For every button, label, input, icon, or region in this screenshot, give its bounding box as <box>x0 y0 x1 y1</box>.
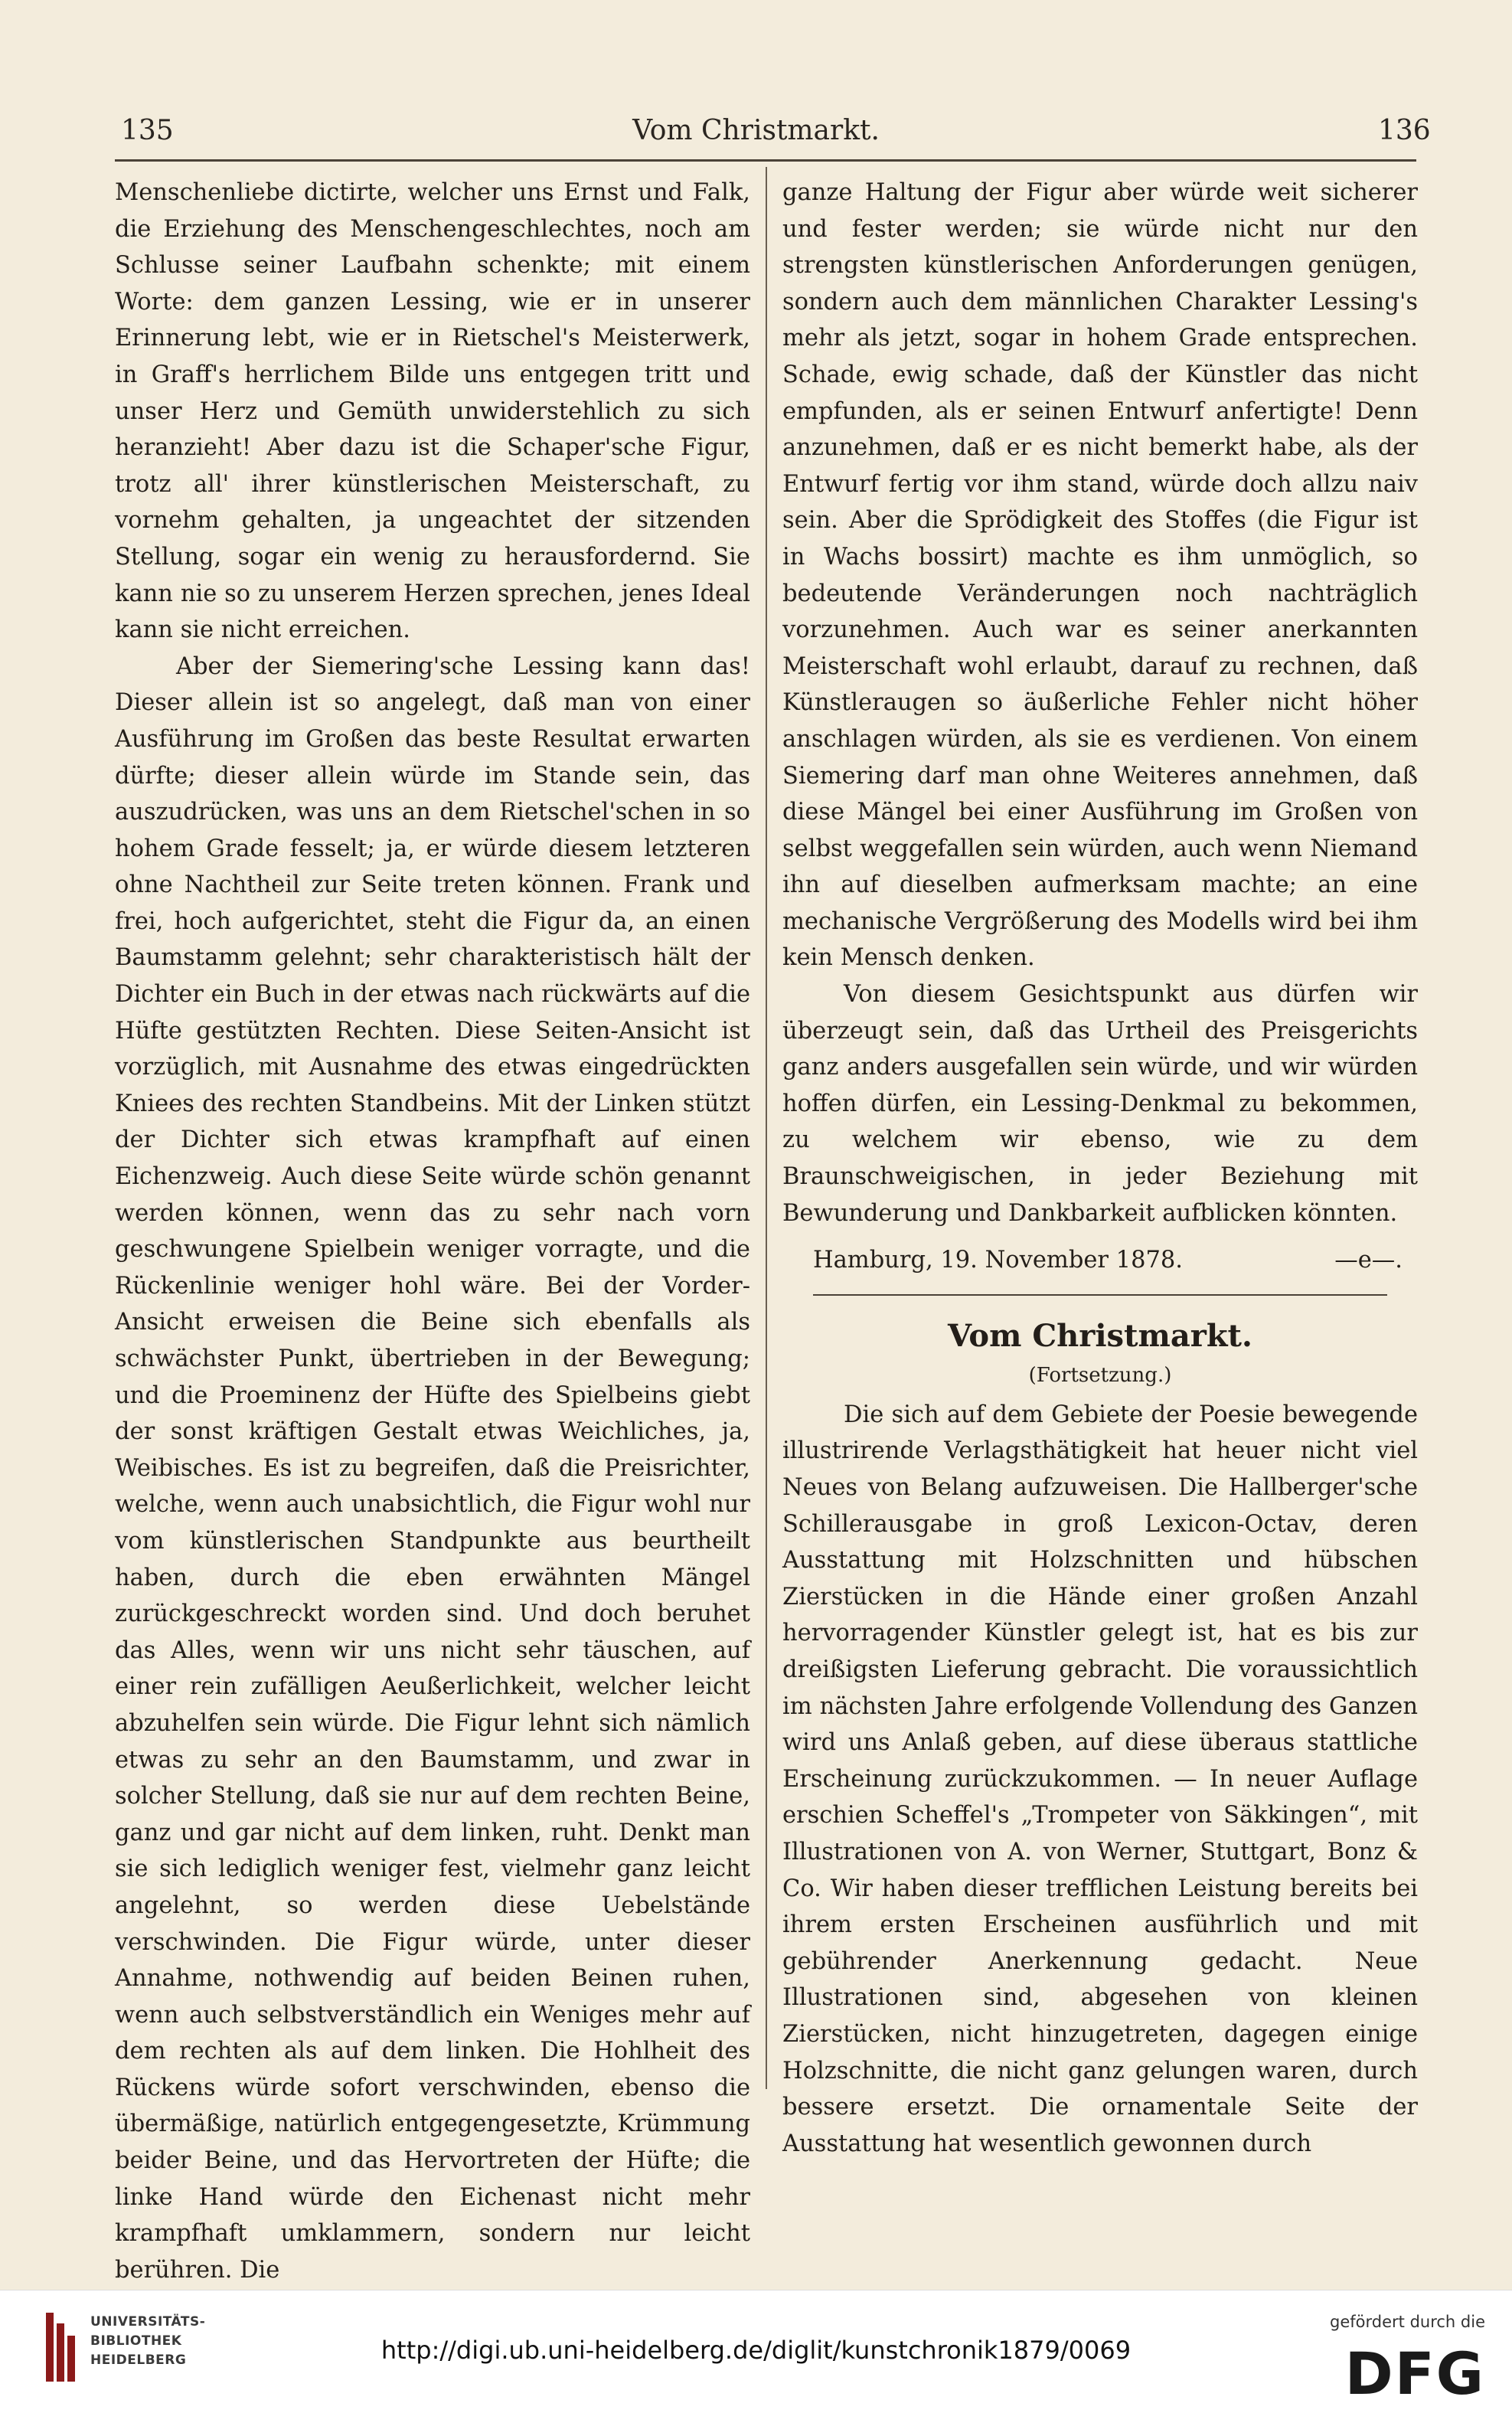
signature-author: —e—. <box>1334 1247 1403 1274</box>
article-heading: Vom Christmarkt. <box>948 1317 1252 1354</box>
library-name-line: UNIVERSITÄTS- <box>90 2314 206 2330</box>
permalink-url[interactable]: http://digi.ub.uni-heidelberg.de/diglit/kunstchronik1879/0069 <box>380 2336 1132 2365</box>
signature-line <box>782 1242 1418 1279</box>
section-divider <box>813 1294 1387 1296</box>
paragraph: Aber der Siemering'sche Lessing kann das! Dieser allein ist so angelegt, daß man von einer Ausführung im Großen das beste Resultat erwarten dürfte; dieser allein würde im Stande sein, das auszudrücken, was uns an dem Rietschel'schen in so hohem Grade fesselt; ja, er würde diesem letzteren ohne Nachtheil zur Seite treten können. Frank und frei, hoch aufgerichtet, steht die Figur da, an einen Baumstamm gelehnt; sehr charakteristisch hält der Dichter ein Buch in der etwas nach rückwärts auf die Hüfte gestützten Rechten. Diese Seiten-Ansicht ist vorzüglich, mit Ausnahme des etwas eingedrückten Kniees des rechten Standbeins. Mit der Linken stützt der Dichter sich etwas krampfhaft auf einen Eichenzweig. Auch diese Seite würde schön genannt werden können, wenn das zu sehr nach vorn geschwungene Spielbein weniger vorragte, und die Rückenlinie weniger hohl wäre. Bei der Vorder-Ansicht erweisen die Beine sich ebenfalls als schwächster Punkt, übertrieben in der Bewegung; und die Proeminenz der Hüfte des Spielbeins giebt der sonst kräftigen Gestalt etwas Weichliches, ja, Weibisches. Es ist zu begreifen, daß die Preisrichter, welche, wenn auch unabsichtlich, die Figur wohl nur vom künstlerischen Standpunkte aus beurtheilt haben, durch die eben erwähnten Mängel zurückgeschreckt worden sind. Und doch beruhet das Alles, wenn wir uns nicht sehr täuschen, auf einer rein zufälligen Aeußerlichkeit, welcher leicht abzuhelfen sein würde. Die Figur lehnt sich nämlich etwas zu sehr an den Baumstamm, und zwar in solcher Stellung, daß sie nur auf dem rechten Beine, ganz und gar nicht auf dem linken, ruht. Denkt man sie sich lediglich weniger fest, vielmehr ganz leicht angelehnt, so werden diese Uebelstände verschwinden. Die Figur würde, unter dieser Annahme, nothwendig auf beiden Beinen ruhen, wenn auch selbstverständlich ein Weniges mehr auf dem rechten als auf dem linken. Die Hohlheit des Rückens würde sofort verschwinden, ebenso die übermäßige, natürlich entgegengesetzte, Krümmung beider Beine, und das Hervortreten der Hüfte; die linke Hand würde den Eichenast nicht mehr krampfhaft umklammern, sondern nur leicht berühren. Die <box>115 652 750 2284</box>
page-number-left: 135 <box>121 115 174 146</box>
funding-caption: gefördert durch die <box>1330 2313 1485 2331</box>
paragraph: Menschenliebe dictirte, welcher uns Ernst und Falk, die Erziehung des Menschengeschlechtes, noch am Schlusse seiner Laufbahn schenkte; mit einem Worte: dem ganzen Lessing, wie er in unserer Erinnerung lebt, wie er in Rietschel's Meisterwerk, in Graff's herrlichem Bilde uns entgegen tritt und unser Herz und Gemüth unwiderstehlich zu sich heranzieht! Aber dazu ist die Schaper'sche Figur, trotz all' ihrer künstlerischen Meisterschaft, zu vornehm gehalten, ja ungeachtet der sitzenden Stellung, sogar ein wenig zu herausfordernd. Sie kann nie so zu unserem Herzen sprechen, jenes Ideal kann sie nicht erreichen. <box>115 179 750 644</box>
right-column <box>782 175 1418 2162</box>
paragraph: ganze Haltung der Figur aber würde weit sicherer und fester werden; sie würde nicht nur den strengsten künstlerischen Anforderungen genügen, sondern auch dem männlichen Charakter Lessing's mehr als jetzt, sogar in hohem Grade entsprechen. Schade, ewig schade, daß der Künstler das nicht empfunden, als er seinen Entwurf anfertigte! Denn anzunehmen, daß er es nicht bemerkt habe, als der Entwurf fertig vor ihm stand, würde doch allzu naiv sein. Aber die Sprödigkeit des Stoffes (die Figur ist in Wachs bossirt) machte es ihm unmöglich, so bedeutende Veränderungen noch nachträglich vorzunehmen. Auch war es seiner anerkannten Meisterschaft wohl erlaubt, darauf zu rechnen, daß Künstleraugen so äußerliche Fehler nicht höher anschlagen würden, als sie es verdienen. Von einem Siemering darf man ohne Weiteres annehmen, daß diese Mängel bei einer Ausführung im Großen von selbst weggefallen sein würden, auch wenn Niemand ihn auf dieselben aufmerksam machte; an eine mechanische Vergrößerung des Modells wird bei ihm kein Mensch denken. <box>782 179 1418 972</box>
paragraph: Von diesem Gesichtspunkt aus dürfen wir überzeugt sein, daß das Urtheil des Preisgerichts ganz anders ausgefallen sein würde, und wir würden hoffen dürfen, ein Lessing-Denkmal zu bekommen, zu welchem wir ebenso, wie zu dem Braunschweigischen, in jeder Beziehung mit Bewunderung und Dankbarkeit aufblicken könnten. <box>782 981 1418 1227</box>
page-number-right: 136 <box>1378 115 1431 146</box>
left-column <box>115 175 750 2288</box>
running-title: Vom Christmarkt. <box>632 115 880 146</box>
library-name-line: HEIDELBERG <box>90 2353 187 2368</box>
funder-logo: DFG <box>1344 2339 1485 2408</box>
header-rule <box>115 159 1416 162</box>
article-subheading: (Fortsetzung.) <box>1028 1363 1172 1387</box>
column-divider <box>766 167 767 2089</box>
signature-place-date: Hamburg, 19. November 1878. <box>813 1247 1183 1274</box>
library-name-line: BIBLIOTHEK <box>90 2333 182 2349</box>
paragraph: Die sich auf dem Gebiete der Poesie bewegende illustrirende Verlagsthätigkeit hat heuer nicht viel Neues von Belang aufzuweisen. Die Hallberger'sche Schillerausgabe in groß Lexicon-Octav, deren Ausstattung mit Holzschnitten und hübschen Zierstücken in die Hände einer großen Anzahl hervorragender Künstler gelegt ist, hat es bis zur dreißigsten Lieferung gebracht. Die voraussichtlich im nächsten Jahre erfolgende Vollendung des Ganzen wird uns Anlaß geben, auf diese überaus stattliche Erscheinung zurückzukommen. — In neuer Auflage erschien Scheffel's „Trompeter von Säkkingen“, mit Illustrationen von A. von Werner, Stuttgart, Bonz & Co. Wir haben dieser trefflichen Leistung bereits bei ihrem ersten Erscheinen ausführlich und mit gebührender Anerkennung gedacht. Neue Illustrationen sind, abgesehen von kleinen Zierstücken, nicht hinzugetreten, dagegen einige Holzschnitte, die nicht ganz gelungen waren, durch bessere ersetzt. Die ornamentale Seite der Ausstattung hat wesentlich gewonnen durch <box>782 1401 1418 2157</box>
